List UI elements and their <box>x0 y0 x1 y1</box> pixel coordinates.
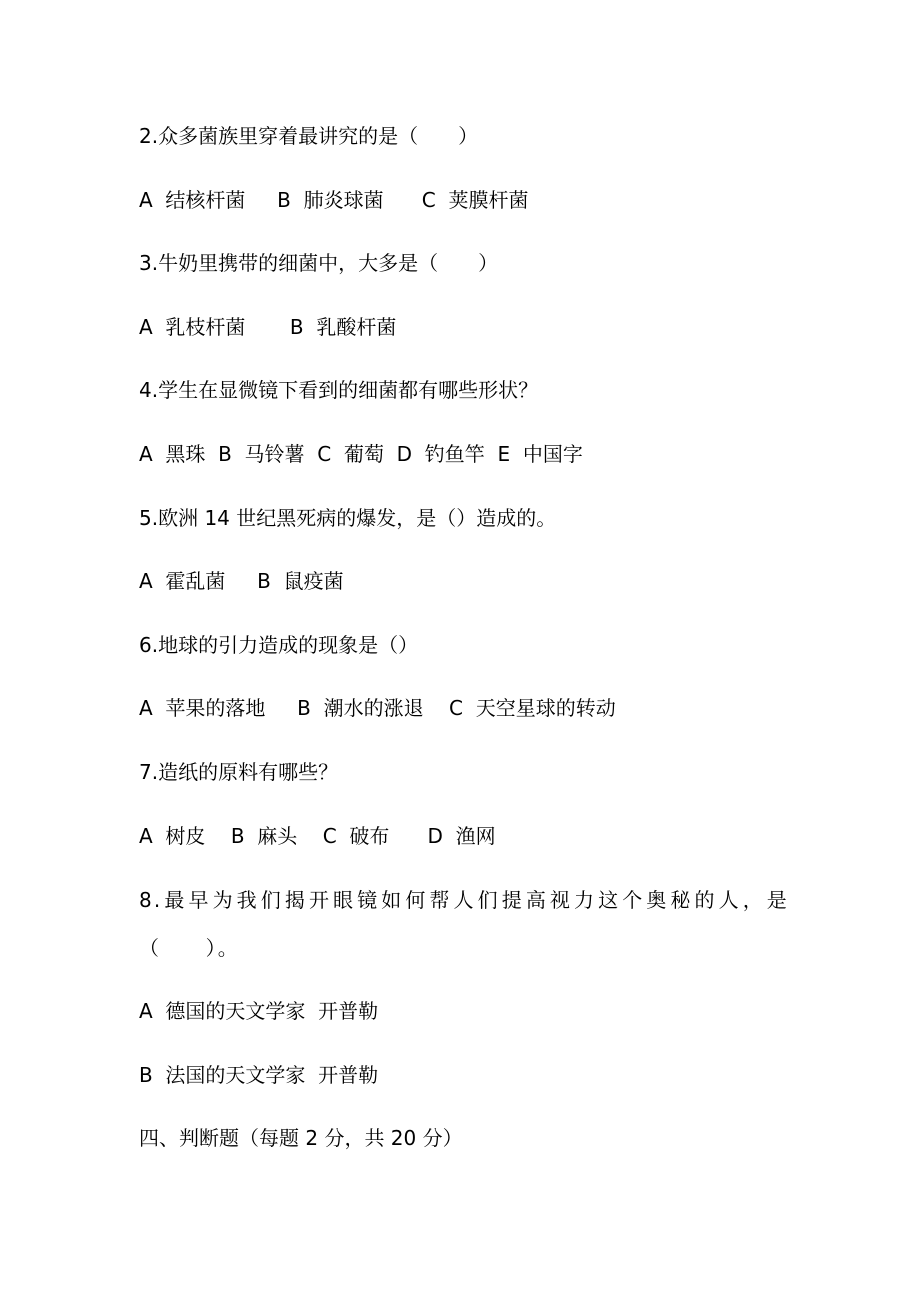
question-8-option-b: B 法国的天文学家 开普勒 <box>139 1063 379 1087</box>
question-4: 4.学生在显微镜下看到的细菌都有哪些形状？ <box>139 378 539 402</box>
question-5: 5.欧洲 14 世纪黑死病的爆发，是（）造成的。 <box>139 506 557 530</box>
question-6: 6.地球的引力造成的现象是（） <box>139 633 419 657</box>
question-7: 7.造纸的原料有哪些？ <box>139 760 339 784</box>
question-6-options: A 苹果的落地 B 潮水的涨退 C 天空星球的转动 <box>139 696 616 720</box>
question-8-option-a: A 德国的天文学家 开普勒 <box>139 999 379 1023</box>
question-2: 2.众多菌族里穿着最讲究的是（ ） <box>139 124 479 148</box>
question-4-options: A 黑珠 B 马铃薯 C 葡萄 D 钓鱼竿 E 中国字 <box>139 442 583 466</box>
question-7-options: A 树皮 B 麻头 C 破布 D 渔网 <box>139 824 496 848</box>
question-5-options: A 霍乱菌 B 鼠疫菌 <box>139 569 344 593</box>
question-8: 8.最早为我们揭开眼镜如何帮人们提高视力这个奥秘的人，是（ ）。 <box>139 888 789 960</box>
question-3-options: A 乳枝杆菌 B 乳酸杆菌 <box>139 315 397 339</box>
question-2-options: A 结核杆菌 B 肺炎球菌 C 荚膜杆菌 <box>139 188 529 212</box>
section-heading: 四、判断题（每题 2 分，共 20 分） <box>139 1126 463 1150</box>
question-3: 3.牛奶里携带的细菌中，大多是（ ） <box>139 251 499 275</box>
